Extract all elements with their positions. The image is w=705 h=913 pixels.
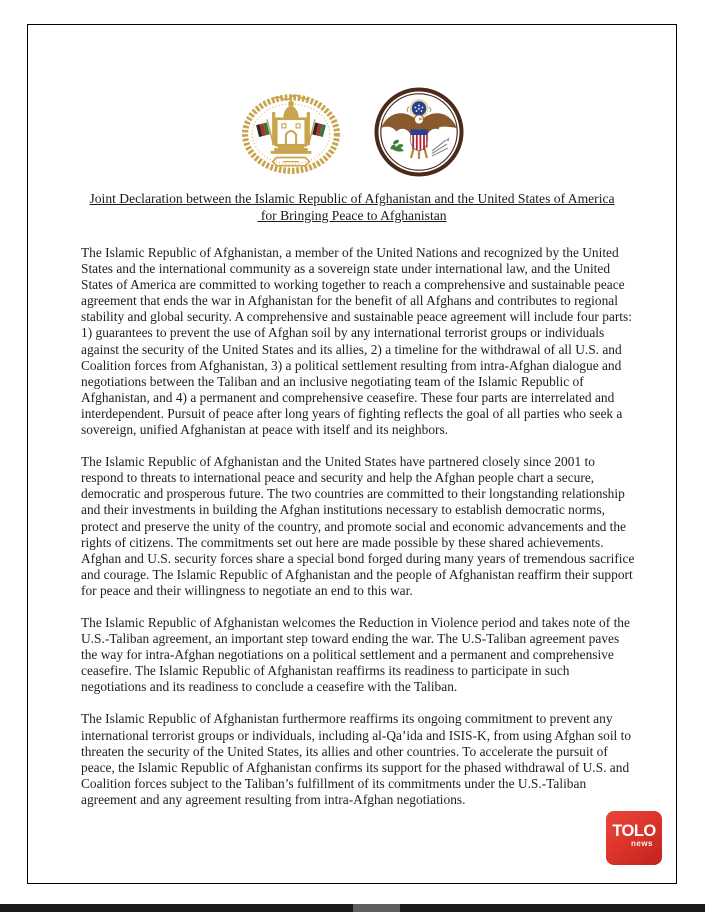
- progress-bar-segment[interactable]: [353, 904, 400, 912]
- tolo-logo-subtext: news: [630, 839, 653, 848]
- paragraph-3: The Islamic Republic of Afghanistan welcomes the Reduction in Violence period and takes note of the U.S.-Taliban agreement, an important step toward ending the war. The U.S-Taliban agreement paves the way for intra-Afghan negotiations on a political settlement and a permanent and comprehensive ceasefire. The Islamic Republic of Afghanistan reaffirms its readiness to participate in such negotiations and its readiness to conclude a ceasefire with the Taliban.: [81, 614, 630, 695]
- paragraph-4: The Islamic Republic of Afghanistan furthermore reaffirms its ongoing commitment to prevent any international terrorist groups or individuals, including al-Qa’ida and ISIS-K, from using Afghan soil to threaten the security of the United States, its allies and other countries. To accelerate the pursuit of peace, the Islamic Republic of Afghanistan confirms its support for the phased withdrawal of U.S. and Coalition forces subject to the Taliban’s fulfillment of its commitments under the U.S.-Taliban agreement and any agreement resulting from intra-Afghan negotiations.: [81, 711, 632, 807]
- tolo-logo-text: TOLO: [612, 822, 656, 840]
- afghanistan-emblem-icon: [240, 90, 342, 174]
- video-progress-bar[interactable]: [0, 904, 705, 912]
- emblem-row: [28, 87, 676, 177]
- document-title-line2: for Bringing Peace to Afghanistan: [257, 207, 447, 223]
- paragraph-1: The Islamic Republic of Afghanistan, a member of the United Nations and recognized by the United States and the international community as a sovereign state under international law, and the United States of America are committed to working together to reach a comprehensive and sustainable peace agreement that ends the war in Afghanistan for the benefit of all Afghans and contributes to regional stability and global security. A comprehensive and sustainable peace agreement will include four parts: 1) guarantees to prevent the use of Afghan soil by any international terrorist groups or individuals against the security of the United States and its allies, 2) a timeline for the withdrawal of all U.S. and Coalition forces from Afghanistan, 3) a political settlement resulting from intra-Afghan dialogue and negotiations between the Taliban and an inclusive negotiating team of the Islamic Republic of Afghanistan, and 4) a permanent and comprehensive ceasefire. These four parts are interrelated and interdependent. Pursuit of peace after long years of fighting reflects the goal of all parties who seek a sovereign, unified Afghanistan at peace with itself and its neighbors.: [81, 245, 632, 438]
- document-title-line1: Joint Declaration between the Islamic Republic of Afghanistan and the United States of America: [89, 191, 615, 206]
- us-great-seal-icon: [374, 87, 464, 177]
- document-title: [28, 191, 676, 224]
- paragraph-2: The Islamic Republic of Afghanistan and the United States have partnered closely since 2001 to respond to threats to international peace and security and help the Afghan people chart a secure, democratic and prosperous future. The two countries are committed to their longstanding relationship and their investments in building the Afghan institutions necessary to establish democratic norms, protect and preserve the unity of the country, and promote social and economic advancements and the rights of citizens. The commitments set out here are made possible by these shared achievements. Afghan and U.S. security forces share a special bond forged during many years of tremendous sacrifice and courage. The Islamic Republic of Afghanistan and the people of Afghanistan reaffirm their support for peace and their willingness to negotiate an end to this war.: [81, 454, 635, 598]
- tolonews-watermark-logo: [606, 811, 662, 865]
- document-body: [81, 245, 635, 824]
- document-page: [27, 24, 677, 884]
